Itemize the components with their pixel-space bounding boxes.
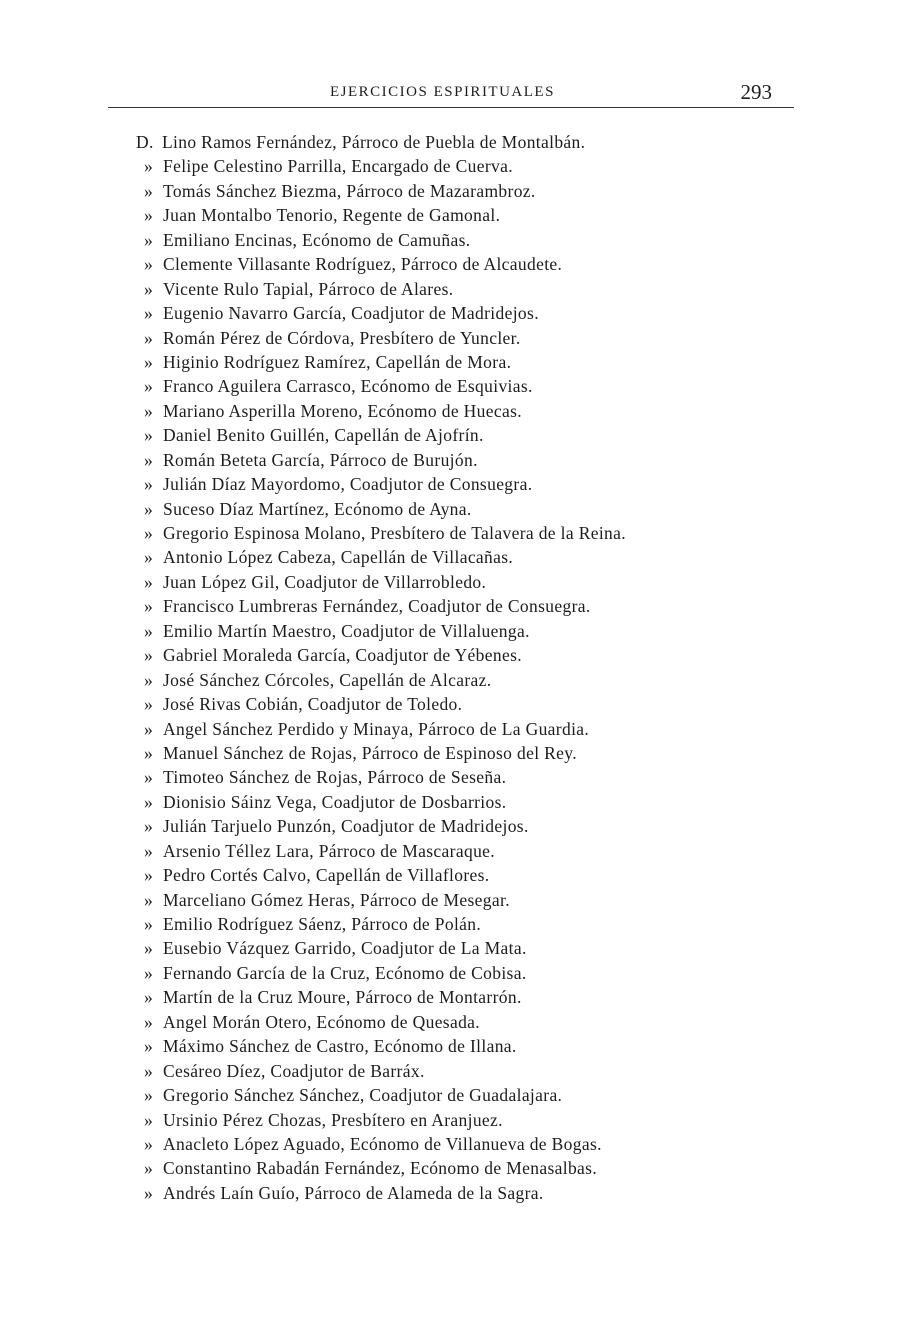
list-item xyxy=(134,936,734,960)
list-item xyxy=(134,130,734,154)
entry-text: Martín de la Cruz Moure, Párroco de Montarrón. xyxy=(163,987,522,1008)
entry-text: Ursinio Pérez Chozas, Presbítero en Aranjuez. xyxy=(163,1109,503,1130)
ditto-mark: » xyxy=(143,303,154,324)
entry-text: Constantino Rabadán Fernández, Ecónomo de Menasalbas. xyxy=(163,1158,598,1179)
ditto-mark: » xyxy=(143,1158,154,1179)
ditto-mark: » xyxy=(143,1133,154,1154)
list-item xyxy=(134,1132,734,1156)
list-item xyxy=(134,203,734,227)
ditto-mark: » xyxy=(143,229,154,250)
ditto-mark: » xyxy=(143,767,154,788)
entry-text: Lino Ramos Fernández, Párroco de Puebla de Montalbán. xyxy=(162,132,586,152)
entry-text: Emilio Martín Maestro, Coadjutor de Villaluenga. xyxy=(163,620,530,641)
list-item xyxy=(134,692,734,716)
clergy-list xyxy=(134,130,734,1205)
entry-text: Manuel Sánchez de Rojas, Párroco de Espinoso del Rey. xyxy=(163,742,577,763)
list-item xyxy=(134,912,734,936)
entry-text: Román Pérez de Córdova, Presbítero de Yuncler. xyxy=(163,327,521,348)
list-item xyxy=(134,1108,734,1132)
entry-text: Eusebio Vázquez Garrido, Coadjutor de La Mata. xyxy=(163,938,527,959)
ditto-mark: » xyxy=(143,376,154,397)
entry-text: Anacleto López Aguado, Ecónomo de Villanueva de Bogas. xyxy=(163,1133,602,1154)
entry-text: Suceso Díaz Martínez, Ecónomo de Ayna. xyxy=(163,498,472,519)
list-item xyxy=(134,570,734,594)
ditto-mark: » xyxy=(143,962,154,983)
ditto-mark: » xyxy=(143,742,154,763)
list-item xyxy=(134,814,734,838)
ditto-mark: » xyxy=(143,914,154,934)
ditto-mark: » xyxy=(143,400,154,421)
entry-text: Cesáreo Díez, Coadjutor de Barráx. xyxy=(163,1060,425,1081)
list-item xyxy=(134,668,734,692)
list-item xyxy=(134,1034,734,1058)
entry-text: Emilio Rodríguez Sáenz, Párroco de Polán. xyxy=(163,914,482,934)
entry-text: Tomás Sánchez Biezma, Párroco de Mazarambroz. xyxy=(163,180,536,201)
ditto-mark: » xyxy=(143,425,154,446)
entry-text: Angel Morán Otero, Ecónomo de Quesada. xyxy=(163,1011,481,1032)
entry-text: Román Beteta García, Párroco de Burujón. xyxy=(163,449,478,470)
ditto-mark: » xyxy=(143,351,154,372)
list-item xyxy=(134,423,734,447)
list-item xyxy=(134,839,734,863)
entry-text: Julián Díaz Mayordomo, Coadjutor de Consuegra. xyxy=(163,474,533,495)
list-item xyxy=(134,741,734,765)
entry-text: Gregorio Sánchez Sánchez, Coadjutor de Guadalajara. xyxy=(163,1085,563,1106)
list-item xyxy=(134,643,734,667)
ditto-mark: » xyxy=(143,254,154,275)
ditto-mark: » xyxy=(143,498,154,519)
ditto-mark: » xyxy=(143,987,154,1008)
entry-text: Mariano Asperilla Moreno, Ecónomo de Huecas. xyxy=(163,400,522,421)
entry-text: Timoteo Sánchez de Rojas, Párroco de Seseña. xyxy=(163,767,507,788)
list-item xyxy=(134,985,734,1009)
entry-text: Julián Tarjuelo Punzón, Coadjutor de Madridejos. xyxy=(163,816,529,837)
list-item xyxy=(134,1156,734,1180)
ditto-mark: » xyxy=(143,1182,154,1203)
entry-text: Antonio López Cabeza, Capellán de Villacañas. xyxy=(163,547,514,568)
ditto-mark: » xyxy=(143,523,154,543)
entry-text: Andrés Laín Guío, Párroco de Alameda de la Sagra. xyxy=(163,1182,544,1203)
header-rule xyxy=(108,107,794,108)
list-item xyxy=(134,888,734,912)
ditto-mark: » xyxy=(143,620,154,641)
ditto-mark: » xyxy=(143,840,154,861)
entry-text: Gregorio Espinosa Molano, Presbítero de Talavera de la Reina. xyxy=(163,523,627,543)
list-item xyxy=(134,374,734,398)
entry-text: Pedro Cortés Calvo, Capellán de Villaflores. xyxy=(163,865,490,886)
ditto-mark: » xyxy=(143,474,154,495)
entry-text: Máximo Sánchez de Castro, Ecónomo de Illana. xyxy=(163,1036,517,1057)
list-item xyxy=(134,472,734,496)
ditto-mark: » xyxy=(143,156,154,177)
list-item xyxy=(134,1010,734,1034)
ditto-mark: » xyxy=(143,889,154,910)
entry-text: Felipe Celestino Parrilla, Encargado de Cuerva. xyxy=(163,156,513,177)
entry-text: Arsenio Téllez Lara, Párroco de Mascaraque. xyxy=(163,840,496,861)
list-item xyxy=(134,717,734,741)
entry-text: Juan Montalbo Tenorio, Regente de Gamonal. xyxy=(163,205,501,226)
ditto-mark: » xyxy=(143,547,154,568)
ditto-mark: » xyxy=(143,865,154,886)
entry-text: Gabriel Moraleda García, Coadjutor de Yébenes. xyxy=(163,645,522,666)
entry-text: Francisco Lumbreras Fernández, Coadjutor de Consuegra. xyxy=(163,596,591,617)
entry-text: Clemente Villasante Rodríguez, Párroco de Alcaudete. xyxy=(163,254,563,275)
list-item xyxy=(134,154,734,178)
list-item xyxy=(134,863,734,887)
page-number: 293 xyxy=(740,80,772,104)
ditto-mark: » xyxy=(143,938,154,959)
list-item xyxy=(134,228,734,252)
ditto-mark: » xyxy=(143,571,154,592)
ditto-mark: » xyxy=(143,327,154,348)
ditto-mark: » xyxy=(143,1085,154,1106)
ditto-mark: » xyxy=(143,278,154,299)
entry-text: Eugenio Navarro García, Coadjutor de Madridejos. xyxy=(163,303,539,324)
ditto-mark: » xyxy=(143,1109,154,1130)
ditto-mark: » xyxy=(143,205,154,226)
ditto-mark: » xyxy=(143,596,154,617)
list-item xyxy=(134,1059,734,1083)
list-item xyxy=(134,521,734,545)
list-item xyxy=(134,961,734,985)
entry-text: Higinio Rodríguez Ramírez, Capellán de Mora. xyxy=(163,351,512,372)
ditto-mark: » xyxy=(143,669,154,690)
entry-text: Franco Aguilera Carrasco, Ecónomo de Esquivias. xyxy=(163,376,533,397)
entry-text: Dionisio Sáinz Vega, Coadjutor de Dosbarrios. xyxy=(163,791,507,812)
list-item xyxy=(134,594,734,618)
list-item xyxy=(134,1083,734,1107)
entry-text: José Sánchez Córcoles, Capellán de Alcaraz. xyxy=(163,669,492,690)
entry-text: Fernando García de la Cruz, Ecónomo de Cobisa. xyxy=(163,962,527,983)
ditto-mark: » xyxy=(143,694,154,715)
entry-text: Angel Sánchez Perdido y Minaya, Párroco de La Guardia. xyxy=(163,718,590,739)
entry-text: Marceliano Gómez Heras, Párroco de Mesegar. xyxy=(163,889,510,910)
list-item xyxy=(134,277,734,301)
list-item xyxy=(134,765,734,789)
title-abbreviation: D. xyxy=(136,132,154,152)
list-item xyxy=(134,790,734,814)
entry-text: Emiliano Encinas, Ecónomo de Camuñas. xyxy=(163,229,471,250)
list-item xyxy=(134,1181,734,1205)
list-item xyxy=(134,497,734,521)
list-item xyxy=(134,399,734,423)
ditto-mark: » xyxy=(143,1036,154,1057)
entry-text: Daniel Benito Guillén, Capellán de Ajofrín. xyxy=(163,425,484,446)
list-item xyxy=(134,179,734,203)
ditto-mark: » xyxy=(143,1060,154,1081)
list-item xyxy=(134,252,734,276)
ditto-mark: » xyxy=(143,816,154,837)
entry-text: Juan López Gil, Coadjutor de Villarrobledo. xyxy=(163,571,487,592)
list-item xyxy=(134,619,734,643)
list-item xyxy=(134,301,734,325)
ditto-mark: » xyxy=(143,449,154,470)
ditto-mark: » xyxy=(143,718,154,739)
entry-text: José Rivas Cobián, Coadjutor de Toledo. xyxy=(163,694,463,715)
ditto-mark: » xyxy=(143,1011,154,1032)
ditto-mark: » xyxy=(143,645,154,666)
list-item xyxy=(134,350,734,374)
ditto-mark: » xyxy=(143,791,154,812)
page-header xyxy=(108,80,794,110)
list-item xyxy=(134,545,734,569)
list-item xyxy=(134,448,734,472)
ditto-mark: » xyxy=(143,180,154,201)
entry-text: Vicente Rulo Tapial, Párroco de Alares. xyxy=(163,278,454,299)
list-item xyxy=(134,326,734,350)
running-head: EJERCICIOS ESPIRITUALES xyxy=(330,84,555,100)
